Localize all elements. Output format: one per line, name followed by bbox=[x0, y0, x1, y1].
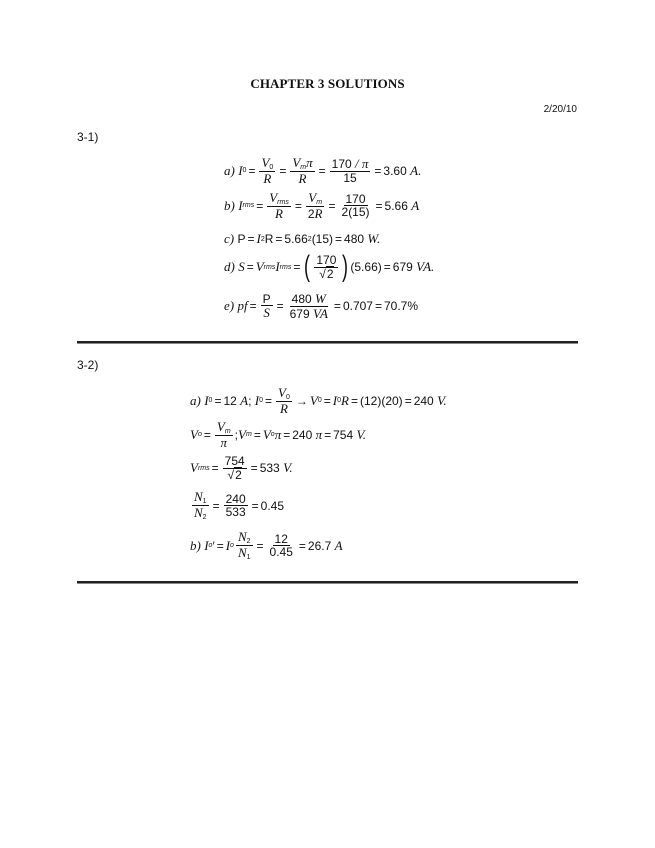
equation-3-2-a2: V o = $\frac{V_m}{\pi}$ ; V m = V o π = 240 π = 754 V. bbox=[190, 419, 367, 451]
equation-3-2-b: b) I o ′ = I o $\frac{N2}{N1}$ = $\frac{12}{0.45}$ = 26.7 A bbox=[190, 529, 343, 562]
date: 2/20/10 bbox=[543, 104, 577, 115]
equation-3-1-c: c) P = I 2 R = 5.66 2 (15) = 480 W. bbox=[224, 231, 381, 246]
equation-3-1-d: d) S = V rms I rms = ( $\frac{170}{√2}$ ) (5.66) = 679 VA. bbox=[224, 250, 435, 283]
problem-3-2-label: 3-2) bbox=[77, 358, 99, 372]
page-title: CHAPTER 3 SOLUTIONS bbox=[250, 76, 405, 91]
problem-3-1-label: 3-1) bbox=[77, 130, 99, 144]
equation-3-2-a4: $\frac{N1}{N2}$ = $\frac{240}{533}$ = 0.45 bbox=[194, 489, 284, 522]
equation-3-2-a1: a) I 0 = 12 A ; I 0 = $\frac{V0}{R}$ → V 0 = I 0 R = (12)(20) = 240 V. bbox=[190, 385, 447, 417]
section-divider-2 bbox=[77, 581, 578, 584]
section-divider-1 bbox=[77, 341, 578, 344]
equation-3-1-b: b) I rms = $\frac{V_{rms}}{R}$ = $\frac{V_m}{2R}$ = $\frac{170}{2(15)}$ = 5.66 A bbox=[224, 190, 420, 222]
equation-3-1-a: a) I 0 = $\frac{V0}{R}$ = $\frac{V_m\pi}{R}$ = $\frac{170 / \pi}{15}$ = 3.60 A. bbox=[224, 155, 422, 187]
equation-3-2-a3: V rms = $\frac{754}{√2}$ = 533 V. bbox=[190, 454, 293, 482]
equation-3-1-e: e) pf = $\frac{P}{S}$ = $\frac{480 W}{679 VA}$ = 0.707 = 70.7% bbox=[224, 291, 419, 321]
